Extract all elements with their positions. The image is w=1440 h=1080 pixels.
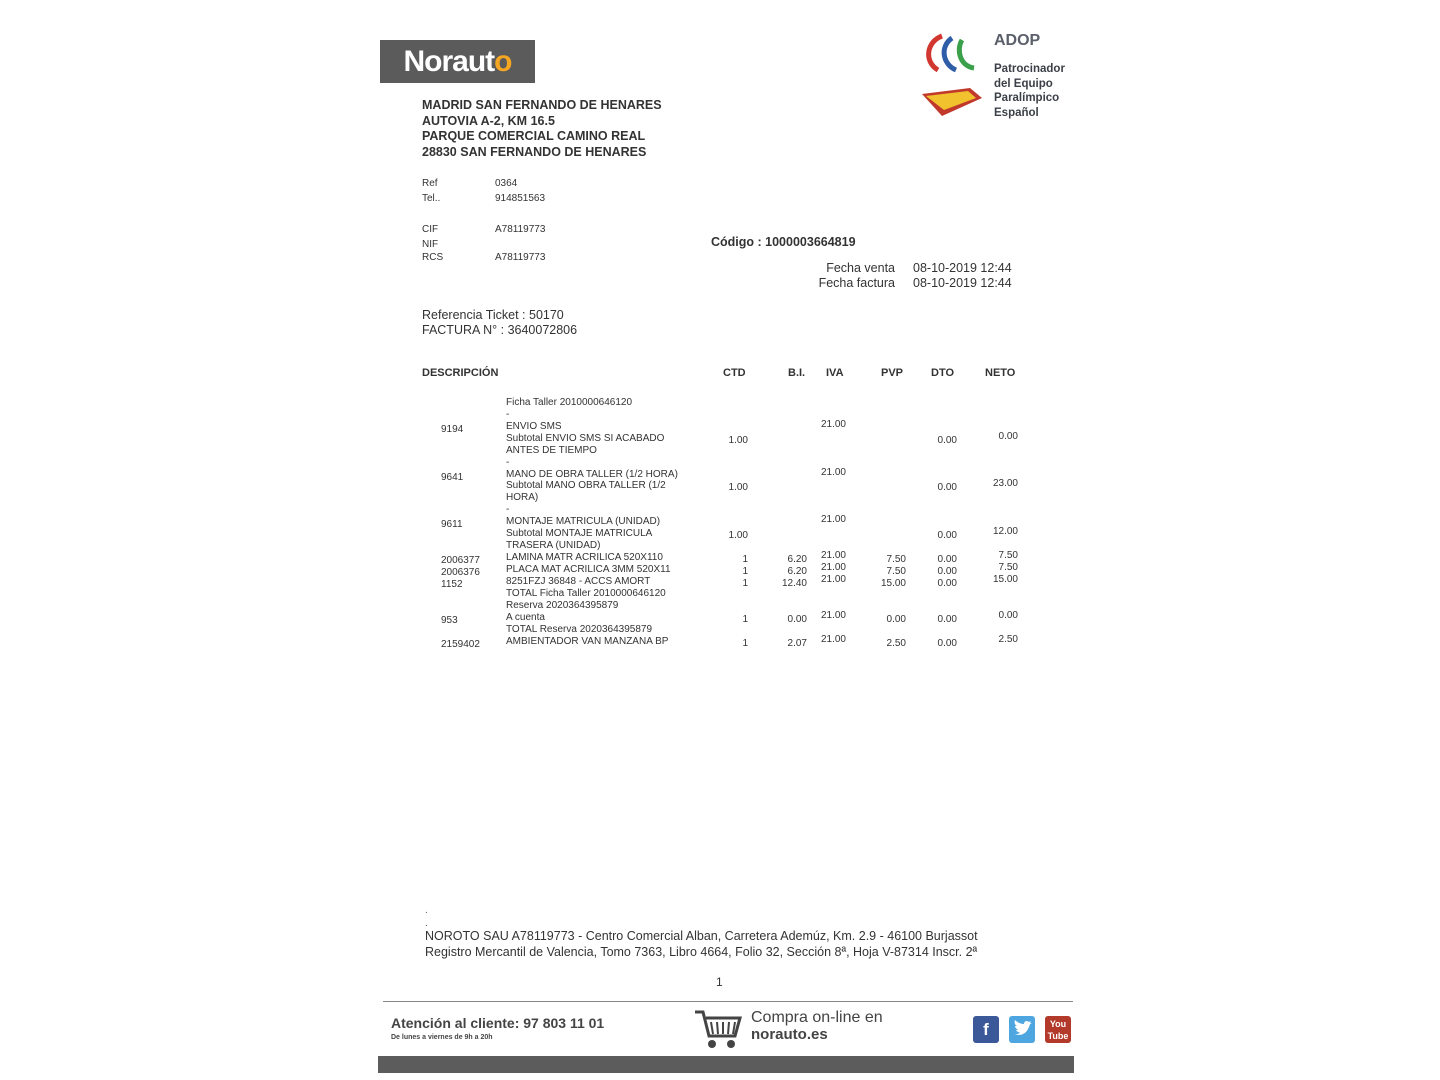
- cell-dto: 0.00: [937, 530, 957, 541]
- cell-ctd: [700, 626, 748, 638]
- store-address: [422, 98, 662, 160]
- cell-pvp: [860, 447, 906, 459]
- cell-ctd: [700, 590, 748, 602]
- cell-bi: [760, 447, 807, 459]
- cell-ctd: [700, 423, 748, 435]
- cell-iva: 21.00: [820, 562, 846, 573]
- cell-neto: 7.50: [998, 550, 1018, 561]
- cell-neto: [970, 490, 1018, 502]
- cell-ctd: [700, 506, 748, 518]
- cell-iva: [808, 431, 846, 443]
- cell-bi: 12.40: [781, 578, 807, 589]
- legal-line: NOROTO SAU A78119773 - Centro Comercial Alban, Carretera Ademúz, Km. 2.9 - 46100 Burjassot: [425, 929, 978, 943]
- cell-pvp: 0.00: [886, 614, 906, 625]
- cell-code: 2006377: [441, 555, 480, 566]
- cell-iva: 21.00: [820, 514, 846, 525]
- fecha-factura-value: 08-10-2019 12:44: [913, 276, 1012, 290]
- footer-dot: .: [425, 905, 428, 916]
- cell-bi: [760, 435, 807, 447]
- cell-iva: [808, 526, 846, 538]
- cell-dto: 0.00: [937, 435, 957, 446]
- ref-label: Ref: [422, 178, 438, 189]
- cell-bi: [760, 590, 807, 602]
- cell-desc: A cuenta: [506, 612, 545, 623]
- fecha-venta-label: Fecha venta: [826, 261, 895, 275]
- cell-ctd: 1: [742, 578, 748, 589]
- cell-ctd: 1: [742, 566, 748, 577]
- cell-bi: [760, 459, 807, 471]
- cell-ctd: 1.00: [728, 435, 748, 446]
- cell-ctd: [700, 518, 748, 530]
- cell-ctd: 1: [742, 614, 748, 625]
- cell-neto: [970, 443, 1018, 455]
- cell-iva: 21.00: [820, 574, 846, 585]
- cell-dto: [920, 506, 957, 518]
- cell-neto: [970, 538, 1018, 550]
- cell-pvp: [860, 482, 906, 494]
- cell-neto: 0.00: [998, 431, 1018, 442]
- cell-neto: [970, 622, 1018, 634]
- cell-code: 9641: [441, 472, 464, 483]
- cell-pvp: [860, 506, 906, 518]
- fecha-values: [913, 261, 1012, 291]
- cell-iva: [808, 478, 846, 490]
- cell-desc: MONTAJE MATRICULA (UNIDAD): [506, 516, 661, 527]
- cell-dto: 0.00: [937, 482, 957, 493]
- twitter-icon[interactable]: [1009, 1016, 1035, 1043]
- codigo: Código : 1000003664819: [711, 235, 856, 249]
- cell-neto: [970, 395, 1018, 407]
- online-shop-link[interactable]: norauto.es: [751, 1026, 828, 1043]
- cell-iva: [808, 455, 846, 467]
- cell-pvp: [860, 602, 906, 614]
- cell-pvp: [860, 435, 906, 447]
- cell-desc: Ficha Taller 2010000646120: [506, 397, 633, 408]
- cell-iva: [808, 407, 846, 419]
- youtube-text: You: [1049, 1019, 1067, 1029]
- cell-bi: [760, 494, 807, 506]
- adop-line: Paralímpico: [994, 92, 1060, 104]
- rcs-value: A78119773: [495, 252, 546, 263]
- cell-code: 9194: [441, 424, 464, 435]
- cell-ctd: [700, 447, 748, 459]
- header-iva: IVA: [826, 367, 844, 379]
- cell-pvp: [860, 459, 906, 471]
- cell-bi: [760, 482, 807, 494]
- cell-dto: [920, 447, 957, 459]
- cell-iva: [808, 538, 846, 550]
- cell-dto: [920, 590, 957, 602]
- cell-pvp: [860, 530, 906, 542]
- nif-label: NIF: [422, 239, 439, 250]
- cell-code: 1152: [441, 579, 463, 590]
- cell-bi: [760, 542, 807, 554]
- cell-desc: Subtotal MANO OBRA TALLER (1/2: [506, 480, 666, 491]
- cell-pvp: [860, 411, 906, 423]
- cell-neto: [970, 502, 1018, 514]
- cell-dto: [920, 626, 957, 638]
- cell-iva: [808, 586, 846, 598]
- fecha-labels: [790, 261, 895, 291]
- cell-dto: [920, 411, 957, 423]
- cell-code: 9611: [441, 519, 463, 530]
- adop-title: ADOP: [994, 32, 1041, 49]
- header-bi: B.I.: [788, 367, 806, 379]
- cell-ctd: 1: [742, 554, 748, 565]
- adop-line: Español: [994, 106, 1039, 119]
- header-dto: DTO: [931, 367, 955, 379]
- cell-pvp: [860, 518, 906, 530]
- cell-desc: AMBIENTADOR VAN MANZANA BP: [506, 636, 669, 647]
- header-pvp: PVP: [881, 367, 904, 379]
- cell-neto: 2.50: [998, 634, 1018, 645]
- cif-value: A78119773: [495, 224, 546, 235]
- cell-neto: 12.00: [992, 526, 1018, 537]
- cell-neto: [970, 586, 1018, 598]
- cell-bi: 0.00: [787, 614, 807, 625]
- shopping-cart-icon: [693, 1008, 743, 1050]
- cell-dto: [920, 399, 957, 411]
- adop-line: del Equipo: [994, 77, 1053, 90]
- cell-iva: [808, 622, 846, 634]
- cell-ctd: 1.00: [728, 482, 748, 493]
- cell-dto: 0.00: [937, 554, 957, 565]
- cell-ctd: [700, 411, 748, 423]
- cell-dto: [920, 542, 957, 554]
- cell-desc: PLACA MAT ACRILICA 3MM 520X11: [506, 564, 671, 575]
- footer-dot: .: [425, 918, 428, 929]
- cell-bi: [760, 423, 807, 435]
- adop-subtitle: [994, 62, 1065, 120]
- cell-bi: 6.20: [787, 566, 807, 577]
- cell-pvp: [860, 399, 906, 411]
- cell-dto: 0.00: [937, 638, 957, 649]
- header-descripcion: DESCRIPCIÓN: [422, 367, 499, 379]
- cell-dto: [920, 423, 957, 435]
- cell-desc: -: [506, 457, 510, 468]
- cif-label: CIF: [422, 224, 439, 235]
- footer-divider: [383, 1001, 1073, 1002]
- cell-dto: [920, 518, 957, 530]
- legal-line: Registro Mercantil de Valencia, Tomo 7363, Libro 4664, Folio 32, Sección 8ª, Hoja V-87314 Inscr. 2ª: [425, 945, 978, 959]
- customer-service-hours: De lunes a viernes de 9h a 20h: [391, 1034, 493, 1041]
- ref-value: 0364: [495, 178, 518, 189]
- address-line: MADRID SAN FERNANDO DE HENARES: [422, 98, 662, 112]
- online-shop-text: Compra on-line en: [751, 1009, 883, 1026]
- adop-line: Patrocinador: [994, 63, 1065, 75]
- cell-iva: [808, 395, 846, 407]
- cell-bi: [760, 530, 807, 542]
- cell-iva: [808, 598, 846, 610]
- cell-pvp: 2.50: [886, 638, 906, 649]
- cell-desc: -: [506, 504, 510, 515]
- cell-ctd: [700, 459, 748, 471]
- cell-neto: 0.00: [998, 610, 1018, 621]
- cell-dto: 0.00: [937, 614, 957, 625]
- factura-number: FACTURA N° : 3640072806: [422, 323, 578, 337]
- cell-iva: [808, 490, 846, 502]
- cell-iva: [808, 502, 846, 514]
- cell-iva: 21.00: [820, 634, 846, 645]
- cell-ctd: 1: [742, 638, 748, 649]
- logo-accent: o: [494, 45, 512, 78]
- cell-bi: [760, 399, 807, 411]
- cell-desc: LAMINA MATR ACRILICA 520X110: [506, 552, 663, 563]
- cell-ctd: [700, 494, 748, 506]
- logo-text: Norauto: [403, 45, 512, 78]
- cell-pvp: [860, 626, 906, 638]
- cell-desc: MANO DE OBRA TALLER (1/2 HORA): [506, 469, 678, 480]
- adop-logo-icon: [918, 28, 988, 120]
- cell-code: 2159402: [441, 639, 480, 650]
- cell-pvp: [860, 423, 906, 435]
- cell-bi: 6.20: [787, 554, 807, 565]
- cell-desc: ANTES DE TIEMPO: [506, 445, 597, 456]
- header-neto: NETO: [985, 367, 1016, 379]
- address-line: PARQUE COMERCIAL CAMINO REAL: [422, 129, 646, 143]
- youtube-text: Tube: [1047, 1031, 1069, 1041]
- cell-desc: HORA): [506, 492, 539, 503]
- cell-bi: [760, 602, 807, 614]
- cell-pvp: [860, 590, 906, 602]
- cell-iva: 21.00: [820, 467, 846, 478]
- cell-neto: 15.00: [992, 574, 1018, 585]
- cell-desc: TOTAL Ficha Taller 2010000646120: [506, 588, 666, 599]
- cell-dto: 0.00: [937, 566, 957, 577]
- cell-ctd: [700, 399, 748, 411]
- address-line: 28830 SAN FERNANDO DE HENARES: [422, 144, 647, 159]
- cell-dto: [920, 494, 957, 506]
- cell-pvp: [860, 494, 906, 506]
- cell-iva: 21.00: [820, 419, 846, 430]
- cell-neto: [970, 598, 1018, 610]
- cell-pvp: 15.00: [880, 578, 906, 589]
- tel-value: 914851563: [495, 193, 546, 204]
- cell-code: 953: [441, 615, 458, 626]
- cell-bi: [760, 506, 807, 518]
- cell-dto: [920, 459, 957, 471]
- cell-dto: [920, 602, 957, 614]
- cell-desc: -: [506, 409, 510, 420]
- cell-bi: [760, 411, 807, 423]
- cell-ctd: [700, 542, 748, 554]
- footer-bar: [378, 1056, 1074, 1073]
- cell-desc: TOTAL Reserva 2020364395879: [506, 624, 653, 635]
- fecha-venta-value: 08-10-2019 12:44: [913, 261, 1012, 275]
- cell-desc: Subtotal ENVIO SMS SI ACABADO: [506, 433, 665, 444]
- cell-pvp: 7.50: [886, 566, 906, 577]
- cell-neto: [970, 419, 1018, 431]
- cell-neto: [970, 455, 1018, 467]
- address-line: AUTOVIA A-2, KM 16.5: [422, 113, 555, 128]
- customer-service: Atención al cliente: 97 803 11 01: [391, 1015, 605, 1031]
- cell-ctd: [700, 602, 748, 614]
- cell-desc: Subtotal MONTAJE MATRICULA: [506, 528, 653, 539]
- rcs-label: RCS: [422, 252, 444, 263]
- cell-desc: TRASERA (UNIDAD): [506, 540, 601, 551]
- cell-desc: 8251FZJ 36848 - ACCS AMORT: [506, 576, 651, 587]
- cell-bi: [760, 626, 807, 638]
- cell-desc: ENVIO SMS: [506, 421, 562, 432]
- page-number: 1: [716, 975, 723, 989]
- cell-iva: 21.00: [820, 550, 846, 561]
- cell-bi: [760, 518, 807, 530]
- cell-iva: [808, 443, 846, 455]
- cell-desc: Reserva 2020364395879: [506, 600, 619, 611]
- tel-label: Tel..: [422, 193, 441, 204]
- cell-neto: [970, 407, 1018, 419]
- cell-neto: 23.00: [992, 478, 1018, 489]
- youtube-icon[interactable]: [1045, 1016, 1071, 1043]
- cell-pvp: [860, 542, 906, 554]
- header-ctd: CTD: [723, 367, 746, 379]
- fecha-factura-label: Fecha factura: [818, 276, 895, 290]
- cell-bi: 2.07: [787, 638, 807, 649]
- cell-iva: 21.00: [820, 610, 846, 621]
- cell-pvp: 7.50: [886, 554, 906, 565]
- referencia-ticket: Referencia Ticket : 50170: [422, 308, 564, 322]
- ticket-refs: [422, 308, 577, 338]
- legal-info: [425, 928, 978, 960]
- cell-ctd: 1.00: [728, 530, 748, 541]
- norauto-logo: [380, 40, 535, 83]
- cell-dto: 0.00: [937, 578, 957, 589]
- cell-code: 2006376: [441, 567, 480, 578]
- cell-neto: 7.50: [998, 562, 1018, 573]
- facebook-icon[interactable]: f: [973, 1016, 999, 1043]
- cell-neto: [970, 514, 1018, 526]
